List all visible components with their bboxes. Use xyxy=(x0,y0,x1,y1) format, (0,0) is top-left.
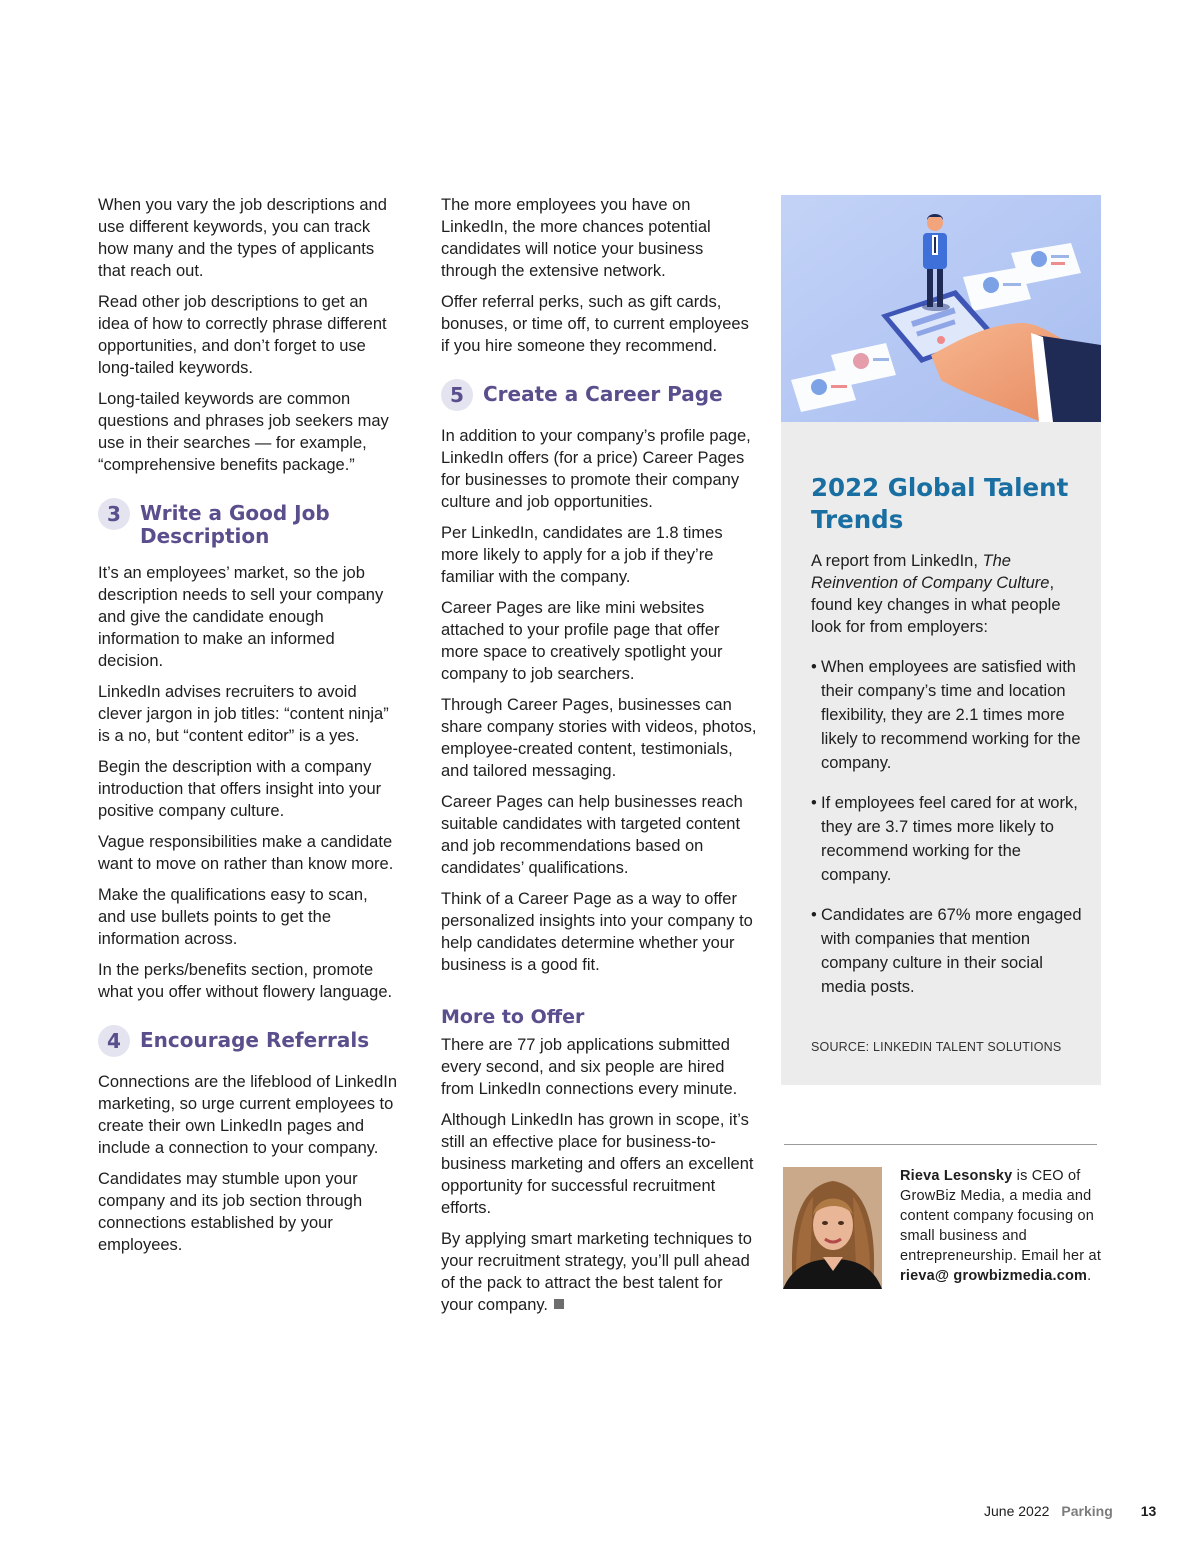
intro-text: A report from LinkedIn, xyxy=(811,552,983,570)
paragraph: Read other job descriptions to get an idea of how to correctly phrase different opportunities, and don’t forget to use long-tailed keywords. xyxy=(98,293,387,377)
paragraph: Connections are the lifeblood of LinkedIn marketing, so urge current employees to create their own LinkedIn pages and include a connection to your company. xyxy=(98,1073,398,1157)
intro-text: , found key changes in what people look for from employers: xyxy=(811,574,1061,636)
section-heading-3 xyxy=(98,498,398,548)
magazine-name: Parking xyxy=(1061,1503,1113,1519)
column-middle xyxy=(441,194,759,1325)
sidebar-title: 2022 Global Talent Trends xyxy=(811,473,1069,534)
list-item: • When employees are satisfied with their company’s time and location flexibility, they are 2.1 times more likely to recommend working for the company. xyxy=(811,655,1086,775)
paragraph: Per LinkedIn, candidates are 1.8 times more likely to apply for a job if they’re familiar with the company. xyxy=(441,524,723,586)
paragraph: Long-tailed keywords are common questions and phrases job seekers may use in their searches — for example, “comprehensive benefits package.” xyxy=(98,390,389,474)
author-photo xyxy=(783,1167,882,1289)
paragraph: Offer referral perks, such as gift cards, bonuses, or time off, to current employees if you hire someone they recommend. xyxy=(441,293,749,355)
divider xyxy=(784,1144,1097,1145)
page-footer xyxy=(984,1503,1156,1519)
paragraph: Make the qualifications easy to scan, and use bullets points to get the information across. xyxy=(98,886,368,948)
author-bio xyxy=(900,1166,1110,1286)
end-mark-icon xyxy=(554,1299,564,1309)
page-number: 13 xyxy=(1140,1503,1157,1519)
paragraph: When you vary the job descriptions and use different keywords, you can track how many and the types of applicants that reach out. xyxy=(98,196,387,280)
section-number-badge: 4 xyxy=(98,1025,130,1057)
list-item: • If employees feel cared for at work, they are 3.7 times more likely to recommend working for the company. xyxy=(811,791,1086,887)
recruitment-illustration xyxy=(781,195,1101,422)
author-email: rieva@ growbizmedia.com xyxy=(900,1268,1088,1284)
paragraph: It’s an employees’ market, so the job description needs to sell your company and give the candidate enough information to make an informed decision. xyxy=(98,564,384,670)
paragraph: LinkedIn advises recruiters to avoid clever jargon in job titles: “content ninja” is a no, but “content editor” is a yes. xyxy=(98,683,389,745)
report-title: The Reinvention of Company Culture xyxy=(811,552,1050,592)
issue-date: June 2022 xyxy=(984,1503,1050,1519)
sidebar-intro xyxy=(811,550,1086,638)
paragraph: Think of a Career Page as a way to offer personalized insights into your company to help candidates determine whether your business is a good fit. xyxy=(441,890,753,974)
paragraph: There are 77 job applications submitted every second, and six people are hired from LinkedIn connections every minute. xyxy=(441,1036,738,1098)
paragraph: In the perks/benefits section, promote what you offer without flowery language. xyxy=(98,961,393,1001)
paragraph: Vague responsibilities make a candidate want to move on rather than know more. xyxy=(98,833,394,873)
sidebar-bullet-list xyxy=(811,655,1086,1015)
paragraph: In addition to your company’s profile page, LinkedIn offers (for a price) Career Pages for businesses to promote their company culture and job opportunities. xyxy=(441,427,751,511)
paragraph: Career Pages can help businesses reach suitable candidates with targeted content and job recommendations based on candidates’ qualifications. xyxy=(441,793,743,877)
paragraph-text: By applying smart marketing techniques to your recruitment strategy, you’ll pull ahead of the pack to attract the best talent for your company. xyxy=(441,1230,752,1314)
section-title: Write a Good Job Description xyxy=(140,501,330,548)
paragraph: Begin the description with a company introduction that offers insight into your positive company culture. xyxy=(98,758,382,820)
subheading-more-to-offer: More to Offer xyxy=(441,1006,585,1028)
section-title: Encourage Referrals xyxy=(140,1028,370,1052)
section-heading-4 xyxy=(98,1025,398,1057)
author-name: Rieva Lesonsky xyxy=(900,1168,1013,1184)
paragraph: Although LinkedIn has grown in scope, it’s still an effective place for business-to-business marketing and offers an excellent opportunity for successful recruitment efforts. xyxy=(441,1111,754,1217)
source-credit: SOURCE: LINKEDIN TALENT SOLUTIONS xyxy=(811,1040,1062,1054)
section-number-badge: 5 xyxy=(441,379,473,411)
bio-text: is CEO of GrowBiz Media, a media and content company focusing on small business and entrepreneurship. Email her at xyxy=(900,1168,1102,1264)
paragraph: Candidates may stumble upon your company and its job section through connections established by your employees. xyxy=(98,1170,363,1254)
bio-end: . xyxy=(1087,1268,1092,1284)
column-left xyxy=(98,194,398,1265)
section-title: Create a Career Page xyxy=(483,382,723,406)
paragraph: The more employees you have on LinkedIn, the more chances potential candidates will notice your business through the extensive network. xyxy=(441,196,711,280)
list-item: • Candidates are 67% more engaged with companies that mention company culture in their social media posts. xyxy=(811,903,1086,999)
paragraph: Through Career Pages, businesses can share company stories with videos, photos, employee-created content, testimonials, and tailored messaging. xyxy=(441,696,757,780)
sidebar-talent-trends xyxy=(781,195,1101,1085)
paragraph: Career Pages are like mini websites attached to your profile page that offer more space to creatively spotlight your company to job searchers. xyxy=(441,599,723,683)
section-heading-5 xyxy=(441,379,759,411)
section-number-badge: 3 xyxy=(98,498,130,530)
paragraph-last xyxy=(441,1228,759,1316)
